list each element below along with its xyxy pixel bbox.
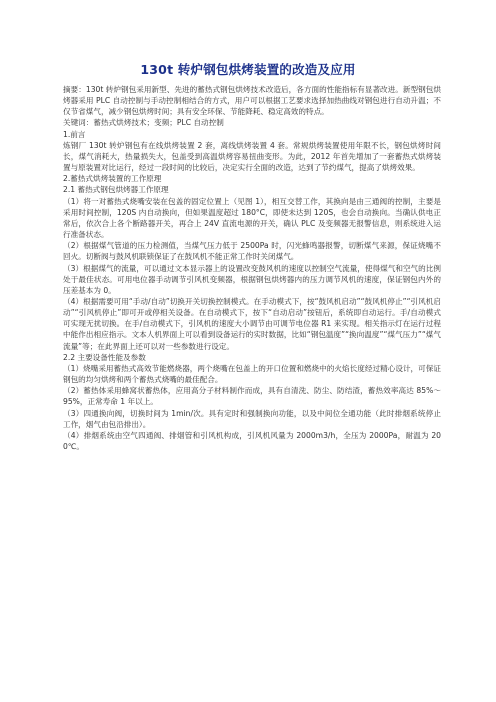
section-heading-1: 1.前言 [63, 129, 86, 139]
subsection-heading-2-1: 2.1 蓄热式钢包烘烤器工作原理 [63, 185, 169, 195]
abstract-paragraph: 摘要：130t 转炉钢包采用新型、先进的蓄热式钢包烘烤技术改造后，各方面的性能指标有显著改进。新型钢包烘烤器采用 PLC 自动控制与手动控制相结合的方式，用户可以根据工艺要求选择加热曲线对钢包进行自动升温；不仅节省煤气，减少钢包烘烤时间；具有安全环保、节能降耗、稳定高效的特点。 [63, 85, 441, 117]
keywords-paragraph: 关键词：蓄热式烘烤技术；变频；PLC 自动控制 [63, 118, 224, 128]
section-heading-2: 2.蓄热式烘烤装置的工作原理 [63, 174, 162, 184]
body-paragraph: （4）根据需要可用“手动/自动”切换开关切换控制模式。在手动模式下，按“鼓风机启动”“鼓风机停止”“引风机启动”“引风机停止”即可开或停相关设备。在自动模式下，按下“自动启动”按钮后，系统即自动运行。手/自动模式可实现无扰切换。在手/自动模式下，引风机的速度大小调节由可调节电位器 R1 来实现。相关指示灯在运行过程中能作出相应指示。文本人机界面上可以看到设备运行的实时数据，比如“钢包温度”“换向温度”“煤气压力”“煤气流量”等；在此界面上还可以对一些参数进行设定。 [63, 296, 441, 351]
body-paragraph: （3）根据煤气的流量，可以通过文本显示器上的设置改变鼓风机的速度以控制空气流量，使得煤气和空气的比例处于最佳状态。可用电位器手动调节引风机变频器，根据钢包烘烤器内的压力调节风机的速度，保证钢包内外的压差基本为 0。 [63, 263, 441, 295]
document-title: 130t 转炉钢包烘烤装置的改造及应用 [140, 62, 356, 77]
body-paragraph: （2）根据煤气管道的压力检测值，当煤气压力低于 2500Pa 时，闪光蜂鸣器报警，切断煤气来源，保证烧嘴不回火。切断阀与鼓风机联锁保证了在鼓风机不能正常工作时关闭煤气。 [63, 241, 441, 262]
document-body [63, 84, 441, 452]
body-paragraph: （4）排烟系统由空气四通阀、排烟管和引风机构成，引风机风量为 2000m3/h，全压为 2000Pa，耐温为 200℃。 [63, 430, 441, 451]
body-paragraph: （2）蓄热体采用蜂窝状蓄热体，应用高分子材料制作而成，具有自清洗、防尘、防结渣，蓄热效率高达 85%～95%，正常寿命 1 年以上。 [63, 386, 441, 407]
body-paragraph: 炼钢厂 130t 转炉钢包有在线烘烤装置 2 套，离线烘烤装置 4 套。常规烘烤装置使用年限不长，钢包烘烤时间长，煤气消耗大，热量损失大，包盖受到高温烘烤容易扭曲变形。为此，2012 年首先增加了一套蓄热式烘烤装置与原装置对比运行，经过一段时间的比较后，决定实行全面的改造，达到了节约煤气，提高了烘烤效果。 [63, 140, 441, 173]
subsection-heading-2-2: 2.2 主要设备性能及参数 [63, 352, 146, 362]
body-paragraph: （1）烧嘴采用蓄热式高效节能燃烧器，两个烧嘴在包盖上的开口位置和燃烧中的火焰长度经过精心设计，可保证钢包的均匀烘烤和两个蓄热式烧嘴的最佳配合。 [63, 363, 441, 385]
body-paragraph: （3）四通换向阀，切换时间为 1min/次。具有定时和强制换向功能，以及中间位全通功能（此时排烟系统停止工作，烟气由包沿排出）。 [63, 408, 441, 429]
body-paragraph: （1）将一对蓄热式烧嘴安装在包盖的固定位置上（见图 1），相互交替工作，其换向是由三通阀的控制，主要是采用时间控制，120S 内自动换向，但如果温度超过 180°C，即使未达到 120S，也会自动换向。当确认供电正常后，依次合上各个断路器开关，再合上 24V 直流电源的开关，确认 PLC 及变频器无报警信息，则系统进入运行准备状态。 [63, 196, 441, 240]
